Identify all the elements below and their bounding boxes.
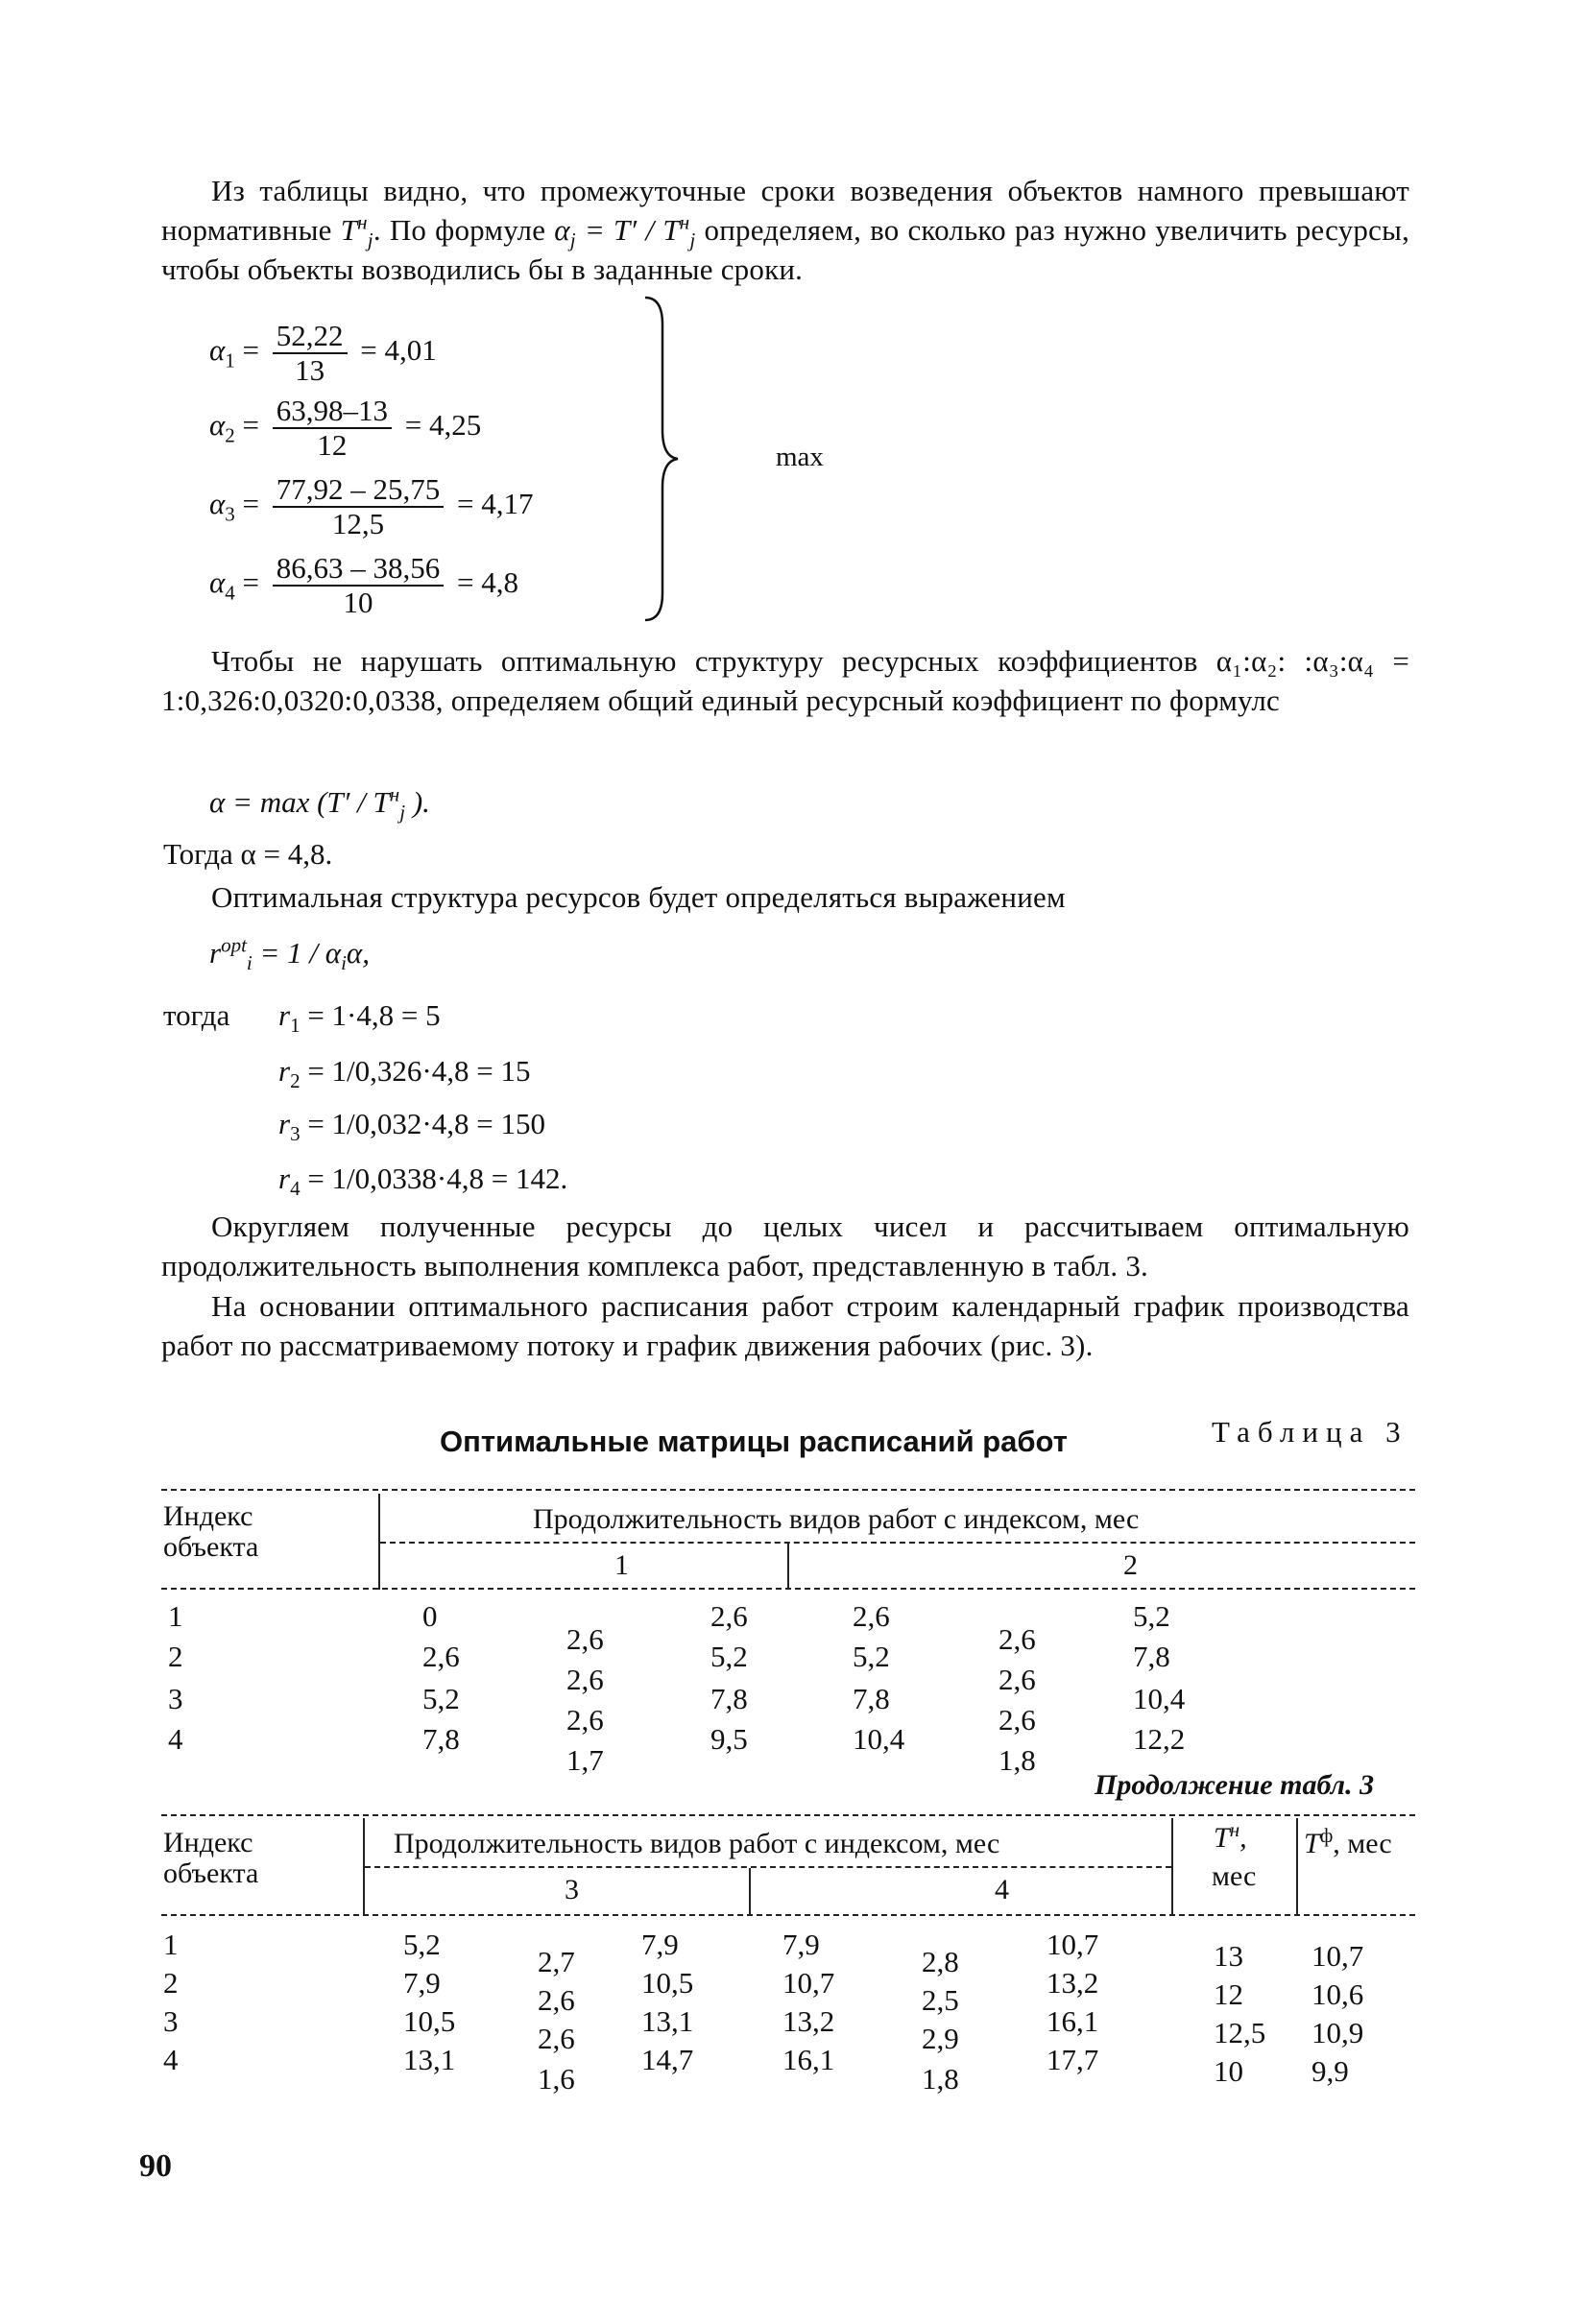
- table3-top-rule: [161, 1489, 1415, 1491]
- table3-cell-d: 7,8: [853, 1682, 890, 1715]
- table3b-cell-a: 7,9: [403, 1966, 441, 2000]
- table3b-top-rule: [161, 1814, 1415, 1816]
- table3-cell-idx: 1: [168, 1599, 183, 1633]
- table3-col-index: Индекс объекта: [163, 1500, 259, 1563]
- table3b-cell-f: 16,1: [1047, 2004, 1099, 2038]
- paragraph-intro: [161, 171, 1409, 289]
- table3b-cell-e: 2,9: [922, 2022, 959, 2055]
- table3b-header-rule: [161, 1914, 1415, 1916]
- table3b-cell-b: 2,6: [538, 2022, 575, 2055]
- table3b-mid-rule: [365, 1866, 1171, 1868]
- ropt-formula: $r^{opt}_i = 1 / \alpha_i\alpha$,: [209, 933, 370, 975]
- alpha-eq-3: $\alpha_3$ = $\frac{77,92 - 25,75}{12,5}$ = 4,17: [209, 472, 534, 540]
- table3-cell-f: 7,8: [1133, 1640, 1170, 1673]
- intro-end: определяем, во сколько раз нужно увеличить ресурсы, чтобы объекты возводились бы в заданные сроки.: [161, 213, 1410, 286]
- paragraph-structure: Оптимальная структура ресурсов будет определяться выражением: [211, 880, 1066, 914]
- table3b-cell-c: 7,9: [641, 1928, 679, 1961]
- table3b-col-index: Индекс объекта: [163, 1827, 259, 1889]
- table3b-cell-idx: 2: [163, 1966, 179, 2000]
- table3-sub2: 2: [1123, 1549, 1138, 1581]
- table3-cell-c: 9,5: [710, 1722, 748, 1756]
- table3b-cell-tn: 12: [1214, 1977, 1243, 2011]
- table3b-cell-tn: 12,5: [1214, 2016, 1266, 2049]
- table3b-cell-tn: 10: [1214, 2054, 1243, 2088]
- table3-cell-d: 5,2: [853, 1640, 890, 1673]
- table3b-cell-d: 7,9: [782, 1928, 820, 1961]
- table3b-cell-b: 2,7: [538, 1945, 575, 1978]
- table3b-cell-d: 16,1: [782, 2043, 835, 2076]
- table3b-cell-a: 13,1: [403, 2043, 456, 2076]
- table3b-col-group: Продолжительность видов работ с индексом, мес: [394, 1828, 1000, 1859]
- table3b-cell-tf: 10,9: [1311, 2016, 1364, 2049]
- table3-cell-idx: 3: [168, 1682, 183, 1715]
- table3-cell-e: 2,6: [999, 1622, 1036, 1656]
- table3-cell-a: 2,6: [422, 1640, 460, 1673]
- table3b-cell-e: 1,8: [922, 2062, 959, 2096]
- alpha-max-formula: $\alpha = \max (T' / T^н_j$ ).: [209, 782, 430, 825]
- table3-cell-e: 2,6: [999, 1703, 1036, 1737]
- alpha-eq-4: $\alpha_4$ = $\frac{86,63 - 38,56}{10}$ = 4,8: [209, 551, 518, 619]
- table3-cell-c: 5,2: [710, 1640, 748, 1673]
- table3b-cell-e: 2,8: [922, 1945, 959, 1978]
- alpha-eq-1: $\alpha_1$ = $\frac{52,22}{13}$ = 4,01: [209, 319, 437, 387]
- table3b-cell-b: 1,6: [538, 2062, 575, 2096]
- table3-cell-f: 5,2: [1133, 1599, 1170, 1633]
- togda-alpha: Тогда α = 4,8.: [163, 837, 333, 871]
- table3-cell-b: 2,6: [566, 1663, 604, 1696]
- table3-cell-a: 5,2: [422, 1682, 460, 1715]
- table3b-cell-b: 2,6: [538, 1983, 575, 2017]
- right-brace-icon: [641, 296, 680, 622]
- table3-cell-f: 12,2: [1133, 1722, 1186, 1756]
- table3-caption: Оптимальные матрицы расписаний работ: [440, 1425, 1068, 1458]
- table3b-cell-d: 10,7: [782, 1966, 835, 2000]
- table3b-cell-idx: 4: [163, 2043, 179, 2076]
- intro-text: Из таблицы видно, что промежуточные сроки возведения объектов намного превышают нормативные: [161, 174, 1409, 247]
- table3b-cell-idx: 3: [163, 2004, 179, 2038]
- table3b-sub-divider: [749, 1868, 751, 1914]
- table3-sub-divider: [787, 1544, 789, 1590]
- table3-label: Таблица 3: [1212, 1415, 1408, 1449]
- table3-mid-rule: [380, 1542, 1415, 1544]
- table3-cell-c: 2,6: [710, 1599, 748, 1633]
- table3-cell-idx: 2: [168, 1640, 183, 1673]
- table3b-cell-a: 10,5: [403, 2004, 456, 2038]
- table3b-col-tn-unit: мес: [1212, 1860, 1257, 1892]
- table3-cell-f: 10,4: [1133, 1682, 1186, 1715]
- table3b-sub3: 3: [565, 1874, 579, 1905]
- paragraph-schedule: На основании оптимального расписания работ строим календарный график производства работ по рассматриваемому потоку и график движения рабочих (рис. 3).: [161, 1289, 1409, 1362]
- table3b-cell-d: 13,2: [782, 2004, 835, 2038]
- table3b-col-tn: $T^н$,: [1214, 1818, 1247, 1854]
- table3-cell-e: 2,6: [999, 1663, 1036, 1696]
- table3-cell-a: 0: [422, 1599, 438, 1633]
- table3b-cell-c: 10,5: [641, 1966, 694, 2000]
- table3b-cell-c: 14,7: [641, 2043, 694, 2076]
- table3-header-rule: [161, 1588, 1415, 1590]
- table3b-cell-idx: 1: [163, 1928, 179, 1961]
- intro-mid: . По формуле: [373, 213, 546, 247]
- togda-label: тогда: [163, 998, 230, 1032]
- max-label: max: [776, 442, 824, 472]
- table3b-cell-c: 13,1: [641, 2004, 694, 2038]
- table3b-cell-f: 10,7: [1047, 1928, 1099, 1961]
- table3b-cell-a: 5,2: [403, 1928, 441, 1961]
- table3-col-group: Продолжительность видов работ с индексом, мес: [533, 1503, 1140, 1535]
- table3-cell-d: 10,4: [853, 1722, 905, 1756]
- table3b-cell-tf: 9,9: [1311, 2054, 1349, 2088]
- alpha-formula: $\alpha_j = T' / T^н_j$: [554, 210, 696, 252]
- r2-line: $r_2 = 1/0,326\cdot 4,8 = 15$: [278, 1054, 531, 1093]
- r3-line: $r_3 = 1/0,032\cdot 4,8 = 150$: [278, 1107, 545, 1146]
- table3b-cell-f: 17,7: [1047, 2043, 1099, 2076]
- table3b-col-tf: $T^ф$, мес: [1304, 1824, 1392, 1859]
- table3-cell-b: 2,6: [566, 1703, 604, 1737]
- page-number: 90: [139, 2148, 172, 2184]
- table3b-divider-tn: [1171, 1818, 1173, 1914]
- paragraph-coefficients: Чтобы не нарушать оптимальную структуру ресурсных коэффициентов α₁:α₂: :α₃:α₄ = 1:0,326:0,0320:0,0338, определяем общий единый ресурсный коэффициент по формулс: [161, 644, 1409, 717]
- r1-line: $r_1 = 1\cdot 4,8 = 5$: [278, 998, 441, 1038]
- table3-cell-d: 2,6: [853, 1599, 890, 1633]
- tn-symbol: $T^н_j$: [340, 210, 373, 252]
- table3b-sub4: 4: [995, 1874, 1009, 1905]
- table3b-cell-tf: 10,6: [1311, 1977, 1364, 2011]
- table3-cell-e-extra: 1,8: [999, 1743, 1036, 1777]
- table3-cell-b-extra: 1,7: [566, 1743, 604, 1777]
- table3b-cell-e: 2,5: [922, 1983, 959, 2017]
- r4-line: $r_4 = 1/0,0338\cdot 4,8 = 142$.: [278, 1162, 568, 1201]
- alpha-eq-2: $\alpha_2$ = $\frac{63,98-13}{12}$ = 4,25: [209, 394, 482, 462]
- table3b-cell-tn: 13: [1214, 1939, 1243, 1973]
- table3-cell-idx: 4: [168, 1722, 183, 1756]
- table3-cell-a: 7,8: [422, 1722, 460, 1756]
- table3-cell-c: 7,8: [710, 1682, 748, 1715]
- table3-cell-b: 2,6: [566, 1622, 604, 1656]
- table3b-cell-f: 13,2: [1047, 1966, 1099, 2000]
- table3-continuation-label: Продолжение табл. 3: [1095, 1769, 1375, 1801]
- table3b-cell-tf: 10,7: [1311, 1939, 1364, 1973]
- table3-sub1: 1: [614, 1549, 629, 1581]
- paragraph-rounding: Округляем полученные ресурсы до целых чисел и рассчитываем оптимальную продолжительность выполнения комплекса работ, представленную в табл. 3.: [161, 1210, 1409, 1282]
- table3b-divider-tf: [1296, 1818, 1298, 1914]
